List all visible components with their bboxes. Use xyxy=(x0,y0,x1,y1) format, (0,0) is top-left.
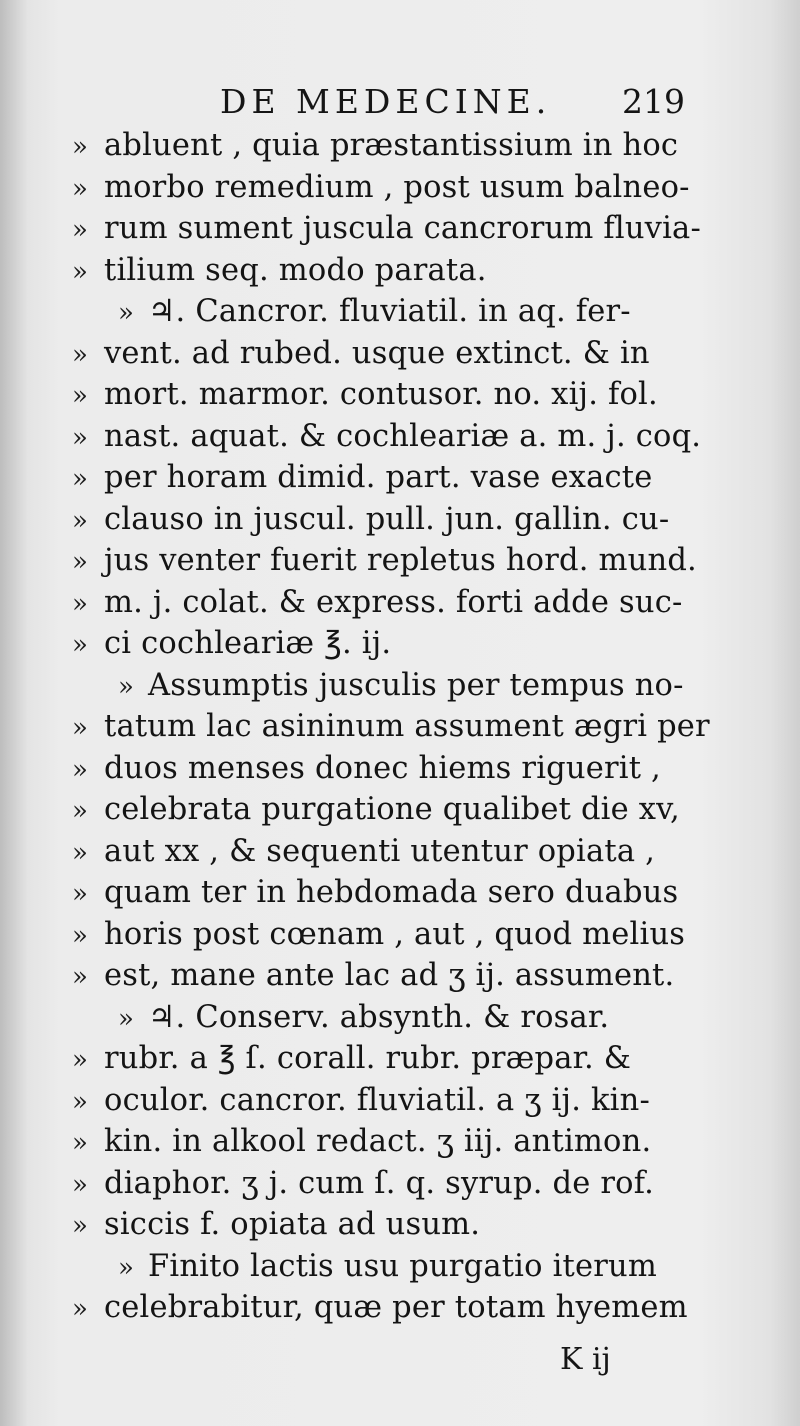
line-text: per horam dimid. part. vase exacte xyxy=(104,460,653,495)
line-text: celebrata purgatione qualibet die xv, xyxy=(104,792,680,827)
line-text: quam ter in hebdomada sero duabus xyxy=(104,875,679,910)
text-line xyxy=(0,1081,800,1123)
text-line xyxy=(0,1122,800,1164)
text-line xyxy=(0,1164,800,1206)
text-line xyxy=(0,1039,800,1081)
quotation-mark: » xyxy=(72,505,88,536)
quotation-mark: » xyxy=(72,588,88,619)
line-text: ♃. Cancror. fluviatil. in aq. fer- xyxy=(148,294,631,329)
text-line xyxy=(0,790,800,832)
text-line xyxy=(0,873,800,915)
line-text: celebrabitur, quæ per totam hyemem xyxy=(104,1290,688,1325)
quotation-mark: » xyxy=(72,630,88,660)
text-line xyxy=(0,375,800,417)
line-text: oculor. cancror. fluviatil. a ʒ ij. kin- xyxy=(104,1082,650,1118)
quotation-mark: » xyxy=(72,1294,88,1324)
text-line xyxy=(0,541,800,583)
text-line xyxy=(0,334,800,376)
text-line xyxy=(0,666,800,708)
text-line xyxy=(0,1247,800,1289)
quotation-mark: » xyxy=(72,173,88,204)
quotation-mark: » xyxy=(72,1169,88,1200)
text-line xyxy=(0,749,800,791)
quotation-mark: » xyxy=(118,298,134,328)
line-text: mort. marmor. contusor. no. xij. fol. xyxy=(104,377,658,412)
text-line xyxy=(0,707,800,749)
text-line xyxy=(0,251,800,293)
text-line xyxy=(0,126,800,168)
line-text: ♃. Conserv. absynth. & rosar. xyxy=(148,999,610,1035)
text-line xyxy=(0,1205,800,1247)
text-line xyxy=(0,168,800,210)
text-line xyxy=(0,583,800,625)
line-text: m. j. colat. & express. forti adde suc- xyxy=(104,584,683,620)
line-text: morbo remedium , post usum balneo- xyxy=(104,169,690,205)
text-line xyxy=(0,209,800,251)
text-line xyxy=(0,500,800,542)
quotation-mark: » xyxy=(118,1252,134,1283)
text-line xyxy=(0,915,800,957)
line-text: diaphor. ʒ j. cum ſ. q. syrup. de rof. xyxy=(104,1165,655,1201)
quotation-mark: » xyxy=(72,381,88,411)
quotation-mark: » xyxy=(72,422,88,453)
line-text: nast. aquat. & cochleariæ a. m. j. coq. xyxy=(104,418,702,454)
line-text: clauso in juscul. pull. jun. gallin. cu- xyxy=(104,501,670,537)
text-line xyxy=(0,956,800,998)
running-head: DE MEDECINE. xyxy=(220,82,552,121)
line-text: siccis f. opiata ad usum. xyxy=(104,1207,481,1242)
line-text: tatum lac asininum assument ægri per xyxy=(104,709,710,744)
text-line xyxy=(0,624,800,666)
quotation-mark: » xyxy=(72,879,88,909)
quotation-mark: » xyxy=(72,547,88,577)
line-text: kin. in alkool redact. ʒ iij. antimon. xyxy=(104,1124,652,1159)
line-text: ci cochleariæ ℥. ij. xyxy=(104,626,392,661)
quotation-mark: » xyxy=(72,464,88,494)
quotation-mark: » xyxy=(72,1128,88,1158)
quotation-mark: » xyxy=(72,920,88,951)
quotation-mark: » xyxy=(72,1086,88,1117)
quotation-mark: » xyxy=(72,713,88,743)
line-text: aut xx , & sequenti utentur opiata , xyxy=(104,833,656,869)
signature-mark: K ij xyxy=(560,1342,611,1377)
quotation-mark: » xyxy=(72,1045,88,1075)
text-line xyxy=(0,292,800,334)
text-line xyxy=(0,417,800,459)
quotation-mark: » xyxy=(72,339,88,370)
line-text: rum sument juscula cancrorum fluvia- xyxy=(104,211,701,246)
line-text: est, mane ante lac ad ʒ ij. assument. xyxy=(104,958,675,993)
quotation-mark: » xyxy=(72,256,88,287)
quotation-mark: » xyxy=(72,754,88,785)
quotation-mark: » xyxy=(118,1003,134,1034)
quotation-mark: » xyxy=(72,132,88,162)
quotation-mark: » xyxy=(72,962,88,992)
page-number: 219 xyxy=(622,82,685,121)
page-header xyxy=(0,82,800,126)
line-text: Finito lactis usu purgatio iterum xyxy=(148,1248,657,1284)
text-line xyxy=(0,1288,800,1330)
line-text: vent. ad rubed. usque extinct. & in xyxy=(104,335,650,371)
line-text: abluent , quia præstantissium in hoc xyxy=(104,128,679,163)
quotation-mark: » xyxy=(72,215,88,245)
body-text xyxy=(0,126,800,1330)
line-text: rubr. a ℥ ſ. corall. rubr. præpar. & xyxy=(104,1041,632,1076)
line-text: jus venter fuerit repletus hord. mund. xyxy=(104,543,697,578)
quotation-mark: » xyxy=(72,837,88,868)
quotation-mark: » xyxy=(72,796,88,826)
quotation-mark: » xyxy=(72,1211,88,1241)
line-text: horis post cœnam , aut , quod melius xyxy=(104,916,686,952)
text-line xyxy=(0,998,800,1040)
text-line xyxy=(0,832,800,874)
line-text: tilium seq. modo parata. xyxy=(104,252,487,288)
text-line xyxy=(0,458,800,500)
line-text: duos menses donec hiems riguerit , xyxy=(104,750,661,786)
line-text: Assumptis jusculis per tempus no- xyxy=(148,667,684,703)
quotation-mark: » xyxy=(118,671,134,702)
